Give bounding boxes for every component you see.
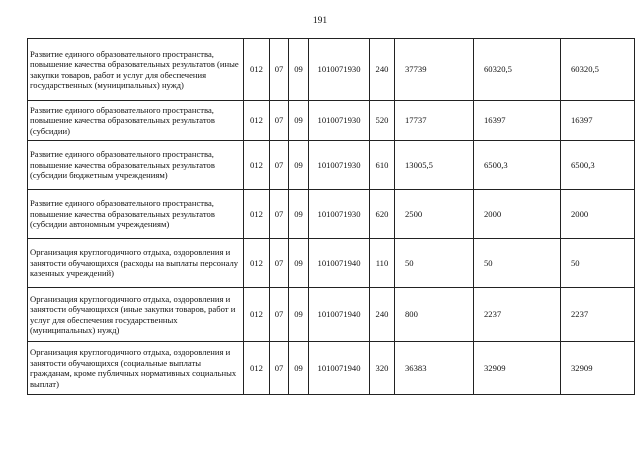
budget-table — [27, 38, 635, 395]
ministry-code: 012 — [244, 288, 270, 342]
ministry-code: 012 — [244, 190, 270, 239]
amount-year-1: 50 — [395, 239, 474, 288]
amount-year-2: 2237 — [474, 288, 561, 342]
table-row — [28, 239, 635, 288]
expense-type-code: 240 — [370, 39, 395, 101]
expense-type-code: 110 — [370, 239, 395, 288]
subsection-code: 09 — [289, 190, 309, 239]
amount-year-3: 2237 — [561, 288, 635, 342]
row-description: Развитие единого образовательного пространства, повышение качества образовательных результатов (субсидии) — [28, 101, 244, 141]
expense-type-code: 240 — [370, 288, 395, 342]
row-description: Организация круглогодичного отдыха, оздоровления и занятости обучающихся (социальные выплаты гражданам, кроме публичных нормативных социальных выплат) — [28, 342, 244, 395]
row-description: Организация круглогодичного отдыха, оздоровления и занятости обучающихся (иные закупки товаров, работ и услуг для обеспечения государственных (муниципальных) нужд) — [28, 288, 244, 342]
subsection-code: 09 — [289, 342, 309, 395]
amount-year-2: 50 — [474, 239, 561, 288]
section-code: 07 — [270, 190, 289, 239]
amount-year-1: 800 — [395, 288, 474, 342]
ministry-code: 012 — [244, 101, 270, 141]
expense-type-code: 520 — [370, 101, 395, 141]
amount-year-2: 6500,3 — [474, 141, 561, 190]
subsection-code: 09 — [289, 39, 309, 101]
section-code: 07 — [270, 39, 289, 101]
target-article-code: 1010071930 — [309, 39, 370, 101]
amount-year-3: 32909 — [561, 342, 635, 395]
table-row — [28, 190, 635, 239]
amount-year-1: 13005,5 — [395, 141, 474, 190]
amount-year-3: 50 — [561, 239, 635, 288]
ministry-code: 012 — [244, 39, 270, 101]
amount-year-2: 60320,5 — [474, 39, 561, 101]
subsection-code: 09 — [289, 141, 309, 190]
ministry-code: 012 — [244, 141, 270, 190]
amount-year-1: 2500 — [395, 190, 474, 239]
ministry-code: 012 — [244, 342, 270, 395]
amount-year-1: 17737 — [395, 101, 474, 141]
amount-year-1: 36383 — [395, 342, 474, 395]
target-article-code: 1010071940 — [309, 239, 370, 288]
section-code: 07 — [270, 288, 289, 342]
subsection-code: 09 — [289, 101, 309, 141]
row-description: Организация круглогодичного отдыха, оздоровления и занятости обучающихся (расходы на выплаты персоналу казенных учреждений) — [28, 239, 244, 288]
amount-year-1: 37739 — [395, 39, 474, 101]
row-description: Развитие единого образовательного пространства, повышение качества образовательных результатов (субсидии автономным учреждениям) — [28, 190, 244, 239]
subsection-code: 09 — [289, 288, 309, 342]
section-code: 07 — [270, 141, 289, 190]
expense-type-code: 610 — [370, 141, 395, 190]
table-row — [28, 101, 635, 141]
page-number: 191 — [312, 16, 328, 26]
section-code: 07 — [270, 342, 289, 395]
subsection-code: 09 — [289, 239, 309, 288]
ministry-code: 012 — [244, 239, 270, 288]
amount-year-3: 16397 — [561, 101, 635, 141]
row-description: Развитие единого образовательного пространства, повышение качества образовательных результатов (иные закупки товаров, работ и услуг для обеспечения государственных (муниципальных) нужд) — [28, 39, 244, 101]
table-row — [28, 39, 635, 101]
table-row — [28, 288, 635, 342]
section-code: 07 — [270, 101, 289, 141]
target-article-code: 1010071940 — [309, 288, 370, 342]
target-article-code: 1010071940 — [309, 342, 370, 395]
amount-year-3: 60320,5 — [561, 39, 635, 101]
amount-year-2: 2000 — [474, 190, 561, 239]
row-description: Развитие единого образовательного пространства, повышение качества образовательных результатов (субсидии бюджетным учреждениям) — [28, 141, 244, 190]
table-row — [28, 342, 635, 395]
amount-year-3: 2000 — [561, 190, 635, 239]
expense-type-code: 620 — [370, 190, 395, 239]
amount-year-2: 32909 — [474, 342, 561, 395]
amount-year-2: 16397 — [474, 101, 561, 141]
expense-type-code: 320 — [370, 342, 395, 395]
target-article-code: 1010071930 — [309, 190, 370, 239]
section-code: 07 — [270, 239, 289, 288]
amount-year-3: 6500,3 — [561, 141, 635, 190]
table-row — [28, 141, 635, 190]
target-article-code: 1010071930 — [309, 101, 370, 141]
target-article-code: 1010071930 — [309, 141, 370, 190]
